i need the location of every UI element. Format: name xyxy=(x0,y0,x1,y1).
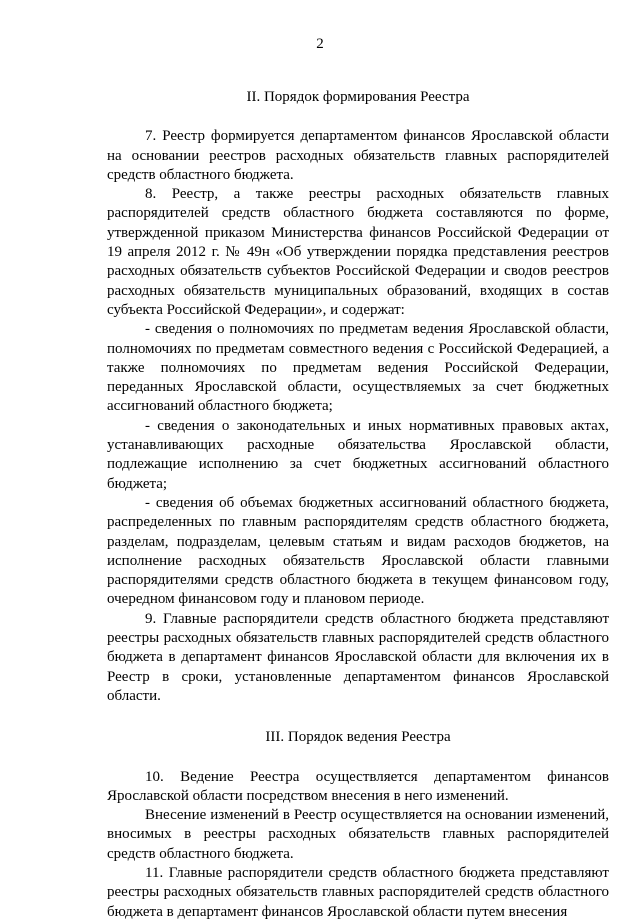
list-item-allocations: - сведения об объемах бюджетных ассигнований областного бюджета, распределенных по главным распорядителям средств областного бюджета, разделам, подразделам, целевым статьям и видам расходов бюджетов, на исполнение расходных обязательств Ярославской области главными распорядителями средств областного бюджета в текущем финансовом году, очередном финансовом году и плановом периоде. xyxy=(107,494,609,608)
paragraph-9: 9. Главные распорядители средств областного бюджета представляют реестры расходных обязательств главных распорядителей средств областного бюджета в департамент финансов Ярославской области для включения их в Реестр в сроки, установленные департаментом финансов Ярославской области. xyxy=(107,610,609,704)
list-item-legal-acts: - сведения о законодательных и иных нормативных правовых актах, устанавливающих расходные обязательства Ярославской области, подлежащие исполнению за счет бюджетных ассигнований областного бюджета; xyxy=(107,417,609,492)
document-body xyxy=(107,88,609,922)
section-heading-ii: II. Порядок формирования Реестра xyxy=(246,89,470,105)
section-heading-iii: III. Порядок ведения Реестра xyxy=(265,729,451,746)
page-number: 2 xyxy=(316,36,324,52)
paragraph-7: 7. Реестр формируется департаментом финансов Ярославской области на основании реестров расходных обязательств главных распорядителей средств областного бюджета. xyxy=(107,128,609,183)
paragraph-8: 8. Реестр, а также реестры расходных обязательств главных распорядителей средств областного бюджета составляются по форме, утвержденной приказом Министерства финансов Российской Федерации от 19 апреля 2012 г. № 49н «Об утверждении порядка представления реестров расходных обязательств субъектов Российской Федерации и сводов реестров расходных обязательств муниципальных образований, входящих в состав субъекта Российской Федерации», и содержат: xyxy=(107,186,609,318)
paragraph-11: 11. Главные распорядители средств областного бюджета представляют реестры расходных обязательств главных распорядителей средств областного бюджета в департамент финансов Ярославской области путем внесения xyxy=(107,864,609,920)
list-item-powers: - сведения о полномочиях по предметам ведения Ярославской области, полномочиях по предметам совместного ведения с Российской Федерацией, а также полномочиях по предметам ведения Российской Федерации, переданных Ярославской области, осуществляемых за счет бюджетных ассигнований областного бюджета; xyxy=(107,321,609,415)
paragraph-changes: Внесение изменений в Реестр осуществляется на основании изменений, вносимых в реестры расходных обязательств главных распорядителей средств областного бюджета. xyxy=(107,807,609,862)
paragraph-10: 10. Ведение Реестра осуществляется департаментом финансов Ярославской области посредством внесения в него изменений. xyxy=(107,768,609,804)
